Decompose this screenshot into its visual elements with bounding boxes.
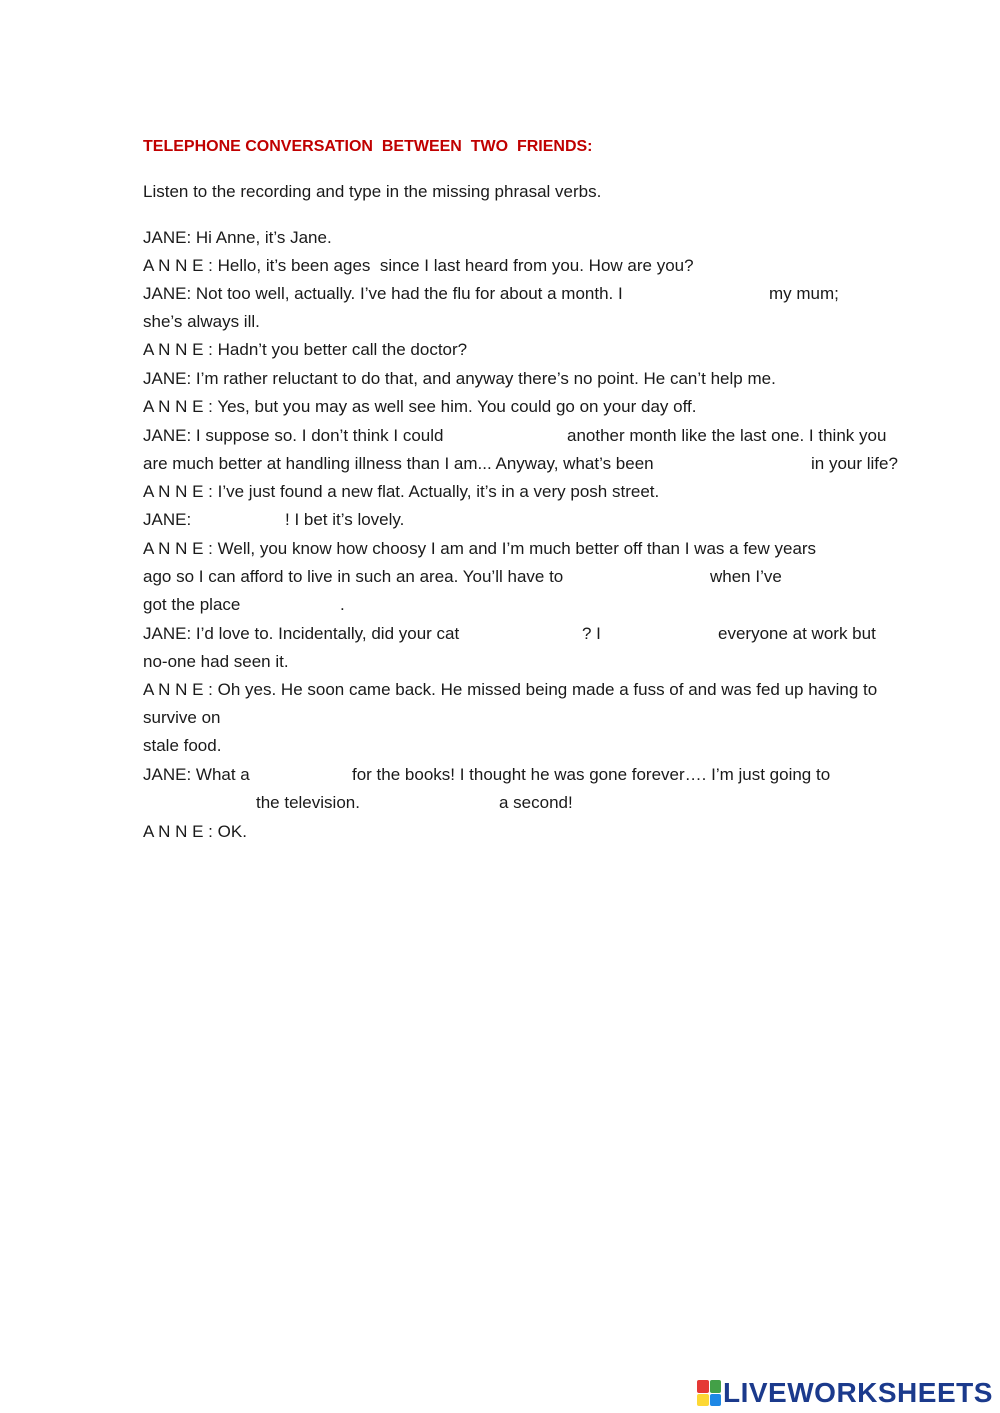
answer-input[interactable] (192, 509, 282, 531)
dialogue-line: got the place (143, 595, 241, 614)
logo-text: LIVEWORKSHEETS (723, 1377, 993, 1408)
dialogue-line: . (340, 595, 345, 614)
dialogue-line: stale food. (143, 736, 222, 755)
dialogue-line: A N N E : I’ve just found a new flat. Actually, it’s in a very posh street. (143, 482, 660, 501)
answer-input[interactable] (706, 453, 806, 475)
answer-input[interactable] (600, 566, 704, 588)
dialogue-line: A N N E : Hadn’t you better call the doctor? (143, 340, 468, 359)
instruction-text: Listen to the recording and type in the missing phrasal verbs. (143, 182, 602, 201)
dialogue-line: ! I bet it’s lovely. (285, 510, 405, 529)
dialogue-line: are much better at handling illness than I am... Anyway, what’s been (143, 454, 654, 473)
dialogue-line: in your life? (811, 454, 898, 473)
dialogue-line: JANE: I’d love to. Incidentally, did your cat (143, 624, 460, 643)
dialogue-line: JANE: Not too well, actually. I’ve had the flu for about a month. I (143, 284, 623, 303)
dialogue-line: JANE: What a (143, 765, 250, 784)
liveworksheets-logo (697, 1376, 993, 1410)
dialogue-line: ago so I can afford to live in such an area. You’ll have to (143, 567, 564, 586)
dialogue-line: A N N E : Well, you know how choosy I am and I’m much better off than I was a few years (143, 539, 817, 558)
dialogue-line: JANE: (143, 510, 192, 529)
answer-input[interactable] (252, 594, 338, 616)
dialogue-line: A N N E : Hello, it’s been ages since I last heard from you. How are you? (143, 256, 694, 275)
dialogue-line: survive on (143, 708, 221, 727)
answer-input[interactable] (143, 792, 251, 814)
dialogue-line: another month like the last one. I think you (567, 426, 887, 445)
dialogue-line: A N N E : Yes, but you may as well see him. You could go on your day off. (143, 397, 697, 416)
dialogue-line: she’s always ill. (143, 312, 260, 331)
answer-input[interactable] (672, 283, 764, 305)
answer-input[interactable] (466, 425, 563, 447)
dialogue-line: JANE: I suppose so. I don’t think I could (143, 426, 444, 445)
answer-input[interactable] (604, 623, 712, 645)
dialogue-line: no-one had seen it. (143, 652, 289, 671)
page-title: TELEPHONE CONVERSATION BETWEEN TWO FRIENDS: (143, 138, 593, 155)
dialogue-line: the television. (256, 793, 360, 812)
dialogue-line: A N N E : Oh yes. He soon came back. He missed being made a fuss of and was fed up having to (143, 680, 878, 699)
dialogue-line: everyone at work but (718, 624, 876, 643)
answer-input[interactable] (490, 623, 578, 645)
dialogue-line: when I’ve (710, 567, 782, 586)
dialogue-line: JANE: I’m rather reluctant to do that, and anyway there’s no point. He can’t help me. (143, 369, 776, 388)
dialogue-line: for the books! I thought he was gone forever…. I’m just going to (352, 765, 831, 784)
dialogue-line: A N N E : OK. (143, 822, 247, 841)
dialogue-line: a second! (499, 793, 573, 812)
answer-input[interactable] (378, 792, 494, 814)
answer-input[interactable] (257, 764, 347, 786)
dialogue-line: JANE: Hi Anne, it’s Jane. (143, 228, 332, 247)
dialogue-line: ? I (582, 624, 601, 643)
dialogue-line: my mum; (769, 284, 839, 303)
logo-grid-icon (697, 1380, 721, 1406)
